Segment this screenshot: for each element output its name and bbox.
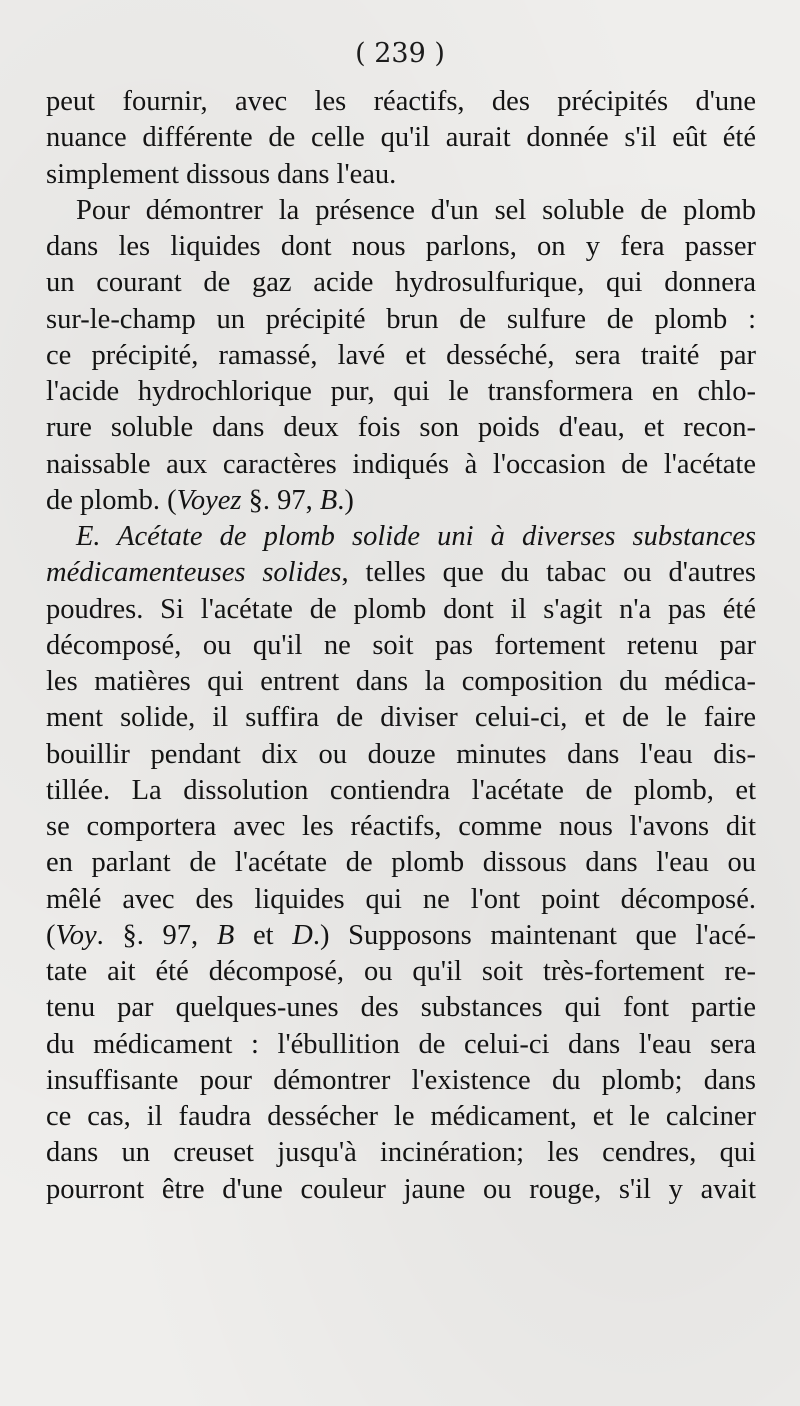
text-segment: sur-le-champ un précipité brun de sulfure de plomb : xyxy=(46,303,756,335)
text-line xyxy=(46,483,756,519)
page-number: ( 239 ) xyxy=(355,38,445,69)
text-line xyxy=(46,265,756,301)
text-segment: pourront être d'une couleur jaune ou rouge, s'il y avait xyxy=(46,1173,756,1205)
text-line xyxy=(46,773,756,809)
text-line xyxy=(46,1135,756,1171)
text-line xyxy=(46,954,756,990)
text-line xyxy=(46,193,756,229)
text-segment: se comportera avec les réactifs, comme nous l'avons dit xyxy=(46,811,756,842)
text-line xyxy=(46,157,756,193)
text-segment: ce cas, il faudra dessécher le médicament, et le calciner xyxy=(46,1101,756,1132)
text-line xyxy=(46,664,756,700)
text-line xyxy=(46,1172,756,1208)
text-segment: simplement dissous dans l'eau. xyxy=(46,158,397,190)
text-segment: mêlé avec des liquides qui ne l'ont point décomposé. xyxy=(46,883,756,915)
text-line xyxy=(46,555,756,591)
text-line xyxy=(46,229,756,265)
text-segment: ce précipité, ramassé, lavé et desséché, sera traité par xyxy=(46,339,756,371)
text-line xyxy=(46,519,756,555)
text-segment: en parlant de l'acétate de plomb dissous dans l'eau ou xyxy=(46,847,756,879)
text-line xyxy=(46,918,756,954)
text-segment: bouillir pendant dix ou douze minutes dans l'eau dis- xyxy=(46,738,756,770)
text-segment: rure soluble dans deux fois son poids d'eau, et recon- xyxy=(46,412,756,444)
text-line xyxy=(46,84,756,120)
italic-text-segment: E. Acétate de plomb solide uni à diverses substances xyxy=(76,521,756,552)
text-segment: nuance différente de celle qu'il aurait donnée s'il eût été xyxy=(46,122,756,154)
text-segment: ( xyxy=(46,919,56,951)
text-segment: dans un creuset jusqu'à incinération; les cendres, qui xyxy=(46,1137,756,1169)
text-line xyxy=(46,1063,756,1099)
text-line xyxy=(46,845,756,881)
text-line xyxy=(46,990,756,1026)
italic-text-segment: Voyez xyxy=(176,484,242,516)
text-line xyxy=(46,628,756,664)
text-segment: naissable aux caractères indiqués à l'occasion de l'acétate xyxy=(46,448,756,480)
text-line xyxy=(46,302,756,338)
italic-text-segment: D xyxy=(292,919,313,951)
body-text xyxy=(46,84,756,1208)
text-segment: dans les liquides dont nous parlons, on y fera passer xyxy=(46,231,756,262)
text-segment: peut fournir, avec les réactifs, des précipités d'une xyxy=(46,86,756,117)
text-segment: insuffisante pour démontrer l'existence du plomb; dans xyxy=(46,1064,756,1096)
text-segment: tate ait été décomposé, ou qu'il soit très-fortement re- xyxy=(46,956,756,987)
italic-text-segment: B xyxy=(216,919,235,951)
text-segment: décomposé, ou qu'il ne soit pas fortement retenu par xyxy=(46,629,756,661)
text-segment: §. 97, xyxy=(241,484,320,516)
text-line xyxy=(46,120,756,156)
text-line xyxy=(46,447,756,483)
text-segment: ment solide, il suffira de diviser celui-ci, et de le faire xyxy=(46,702,756,734)
text-segment: tenu par quelques-unes des substances qui font partie xyxy=(46,992,756,1024)
text-segment: et xyxy=(234,919,293,951)
text-segment: .) xyxy=(337,484,354,516)
text-segment: de plomb. ( xyxy=(46,484,177,516)
italic-text-segment: médicamenteuses solides xyxy=(46,557,342,589)
text-segment: poudres. Si l'acétate de plomb dont il s'agit n'a pas été xyxy=(46,593,756,625)
text-segment: , telles que du tabac ou d'autres xyxy=(341,557,756,589)
text-line xyxy=(46,338,756,374)
italic-text-segment: B xyxy=(319,484,338,516)
text-line xyxy=(46,1099,756,1135)
text-line xyxy=(46,737,756,773)
text-segment: un courant de gaz acide hydrosulfurique, qui donnera xyxy=(46,267,756,299)
text-line xyxy=(46,410,756,446)
text-segment: du médicament : l'ébullition de celui-ci dans l'eau sera xyxy=(46,1028,756,1060)
text-segment: .) Supposons maintenant que l'acé- xyxy=(312,919,756,951)
text-line xyxy=(46,700,756,736)
text-line xyxy=(46,1027,756,1063)
text-line xyxy=(46,809,756,845)
text-line xyxy=(46,882,756,918)
text-segment: Pour démontrer la présence d'un sel soluble de plomb xyxy=(76,194,756,226)
text-line xyxy=(46,592,756,628)
text-segment: . §. 97, xyxy=(96,919,217,951)
text-line xyxy=(46,374,756,410)
text-segment: l'acide hydrochlorique pur, qui le transformera en chlo- xyxy=(46,376,756,407)
text-segment: les matières qui entrent dans la composition du médica- xyxy=(46,666,756,697)
text-segment: tillée. La dissolution contiendra l'acétate de plomb, et xyxy=(46,774,756,806)
italic-text-segment: Voy xyxy=(55,919,97,951)
